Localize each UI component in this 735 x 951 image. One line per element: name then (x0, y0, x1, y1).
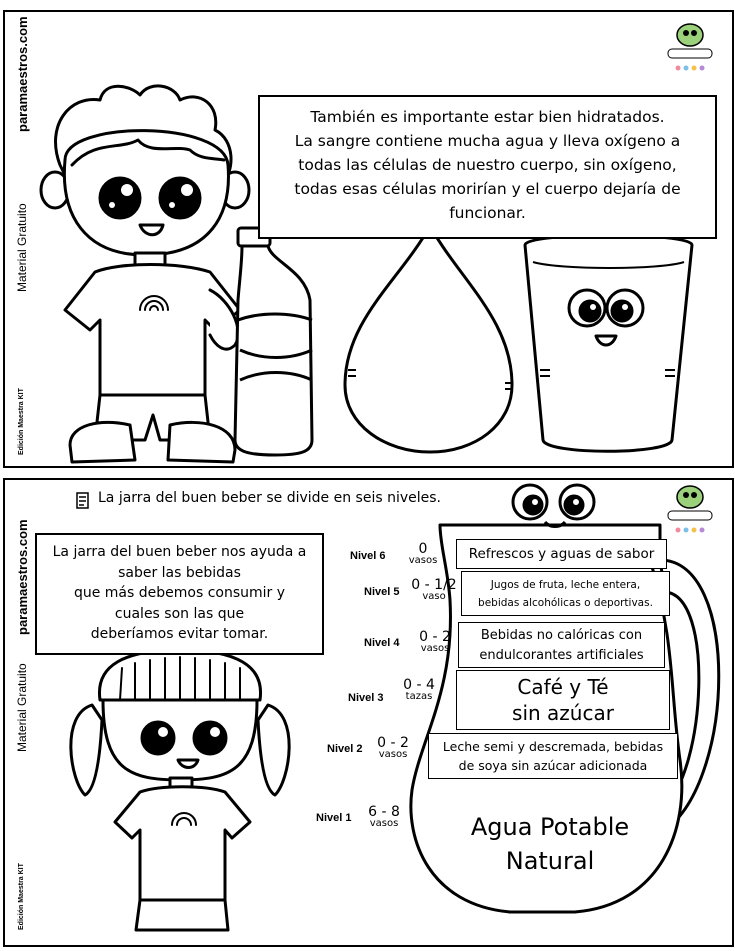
level-label: Nivel 3 (348, 692, 384, 704)
water-drop-illustration (345, 226, 513, 452)
side-material-label: Material Gratuito (15, 203, 29, 292)
level-label: Nivel 5 (364, 586, 400, 598)
band-text: Jugos de fruta, leche entera, (490, 579, 641, 591)
serving-amount: 0 - 2 (377, 735, 409, 751)
level-servings (405, 578, 463, 602)
level-6-band (456, 539, 667, 569)
turtle-logo-icon (668, 486, 712, 533)
level-label: Nivel 6 (350, 550, 386, 562)
pitcher-line: deberíamos evitar tomar. (90, 626, 269, 642)
level-5-band (461, 571, 670, 616)
band-text: endulcorantes artificiales (479, 648, 644, 663)
level-4-band (458, 622, 665, 668)
serving-unit: vasos (369, 818, 399, 829)
serving-amount: 0 - 2 (419, 629, 451, 645)
side-edition-label: Edición Maestra KIT (18, 863, 25, 930)
level-label: Nivel 1 (316, 812, 352, 824)
band-text: de soya sin azúcar adicionada (458, 758, 648, 773)
side-site-label: paramaestros.com (15, 519, 30, 635)
band-text: Leche semi y descremada, bebidas (442, 739, 664, 754)
band-text: Agua Potable (470, 813, 630, 841)
serving-amount: 6 - 8 (368, 804, 400, 820)
level-servings (396, 678, 442, 702)
level-servings (361, 805, 407, 829)
hydration-textbox (258, 95, 717, 239)
serving-unit: vasos (408, 555, 438, 566)
pitcher-textbox (35, 533, 324, 655)
level-servings (412, 630, 458, 654)
band-text: sin azúcar (512, 701, 614, 725)
hydration-line: También es importante estar bien hidratados. (310, 108, 665, 126)
bottle-illustration (235, 228, 312, 455)
level-1-area (430, 810, 670, 878)
serving-amount: 0 (418, 541, 428, 557)
side-edition-label: Edición Maestra KIT (18, 388, 25, 455)
band-text: Natural (505, 847, 595, 875)
pitcher-line: saber las bebidas (118, 564, 241, 581)
level-label: Nivel 4 (364, 637, 400, 649)
hydration-line: La sangre contiene mucha agua y lleva oxígeno a (294, 132, 681, 150)
band-text: Refrescos y aguas de sabor (468, 546, 655, 562)
side-site-label: paramaestros.com (15, 16, 30, 132)
level-3-band (456, 670, 670, 730)
side-material-label: Material Gratuito (15, 663, 29, 752)
pitcher-line: que más debemos consumir y (73, 585, 286, 601)
boy-illustration (41, 86, 249, 462)
serving-unit: vasos (420, 643, 450, 654)
serving-amount: 0 - 4 (403, 677, 435, 693)
serving-unit: vasos (378, 749, 408, 760)
hydration-line: todas esas células morirían y el cuerpo dejaría de (294, 180, 681, 198)
serving-amount: 0 - 1/2 (411, 577, 457, 593)
pitcher-line: cuales son las que (114, 605, 245, 622)
serving-unit: vaso (422, 591, 446, 602)
note-icon (77, 493, 88, 508)
band-text: bebidas alcohólicas o deportivas. (478, 597, 653, 609)
girl-illustration (71, 650, 289, 930)
turtle-logo-icon (668, 24, 712, 71)
hydration-line: funcionar. (449, 204, 526, 222)
level-2-band (428, 733, 678, 779)
glass-illustration (525, 235, 692, 451)
serving-unit: tazas (405, 691, 433, 702)
band-text: Café y Té (517, 675, 609, 699)
hydration-line: todas las células de nuestro cuerpo, sin oxígeno, (298, 156, 677, 174)
pitcher-line: La jarra del buen beber nos ayuda a (52, 544, 307, 560)
level-label: Nivel 2 (327, 743, 363, 755)
level-servings (400, 542, 446, 566)
band-text: Bebidas no calóricas con (480, 628, 643, 643)
level-servings (370, 736, 416, 760)
pitcher-intro: La jarra del buen beber se divide en seis niveles. (98, 490, 441, 506)
